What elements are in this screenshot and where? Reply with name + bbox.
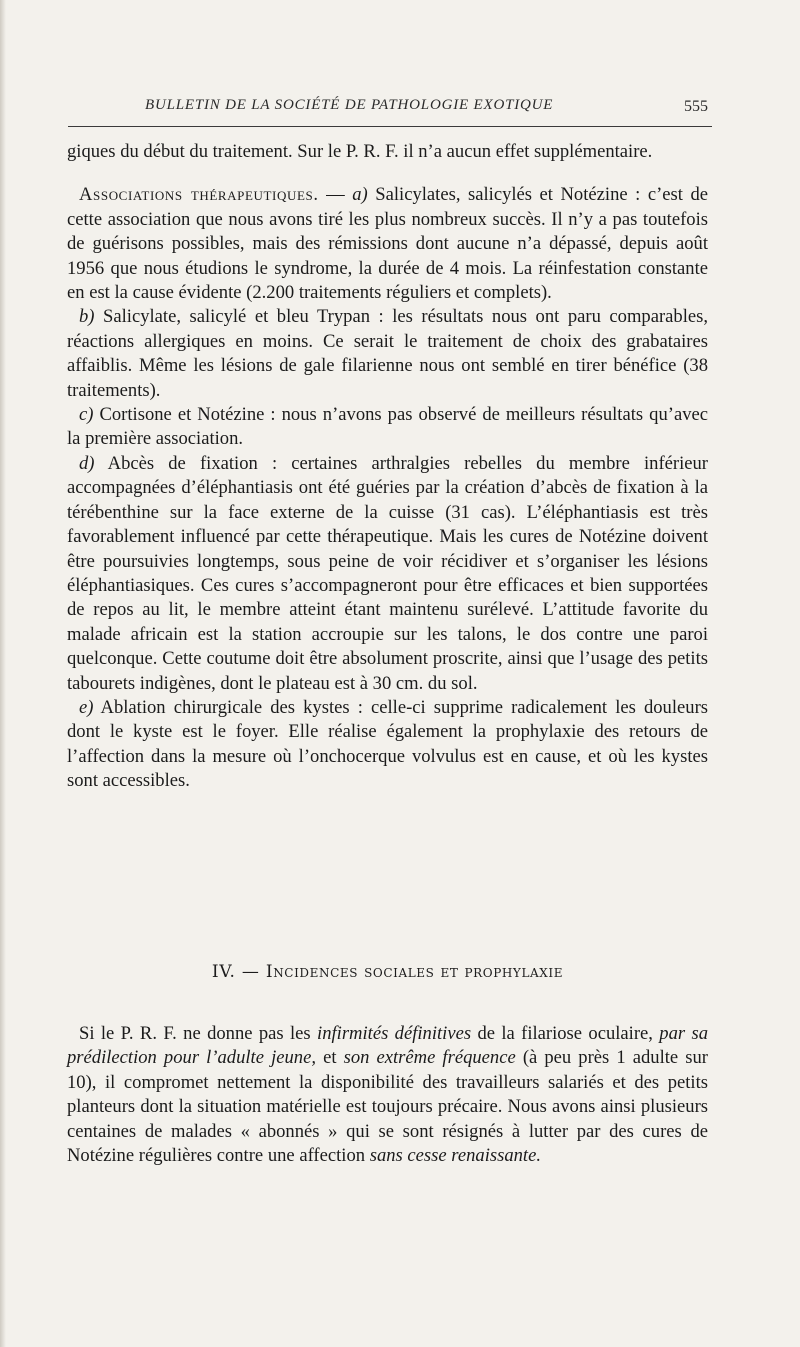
paragraph-final (67, 1022, 708, 1168)
item-label: c) (79, 404, 94, 426)
paragraph-d (67, 452, 708, 696)
italic-run: sans cesse renaissante. (369, 1145, 541, 1167)
paragraph-associations (67, 183, 708, 305)
text-run: (à peu près 1 adulte sur 10), il compromet nettement la disponibilité des travailleurs salariés et des petits planteurs dont la situation matérielle est toujours précaire. Nous avons ainsi plusieurs centaines de malades « abonnés » qui se sont résignés à lutter par des cures de Notézine régulières contre une affection (67, 1047, 708, 1167)
italic-run: par sa prédilection pour l’adulte jeune, (67, 1023, 708, 1069)
paragraph-c (67, 403, 708, 452)
paragraph-text: Cortisone et Notézine : nous n’avons pas observé de meilleurs résultats qu’avec la première association. (67, 404, 708, 450)
paragraph-b (67, 305, 708, 403)
article-body (67, 140, 708, 794)
page-number: 555 (684, 98, 708, 115)
binding-shadow (0, 0, 6, 1347)
text-run: Si le P. R. F. ne donne pas les (79, 1023, 318, 1044)
paragraph-text: Abcès de fixation : certaines arthralgies rebelles du membre inférieur accompagnées d’éléphantiasis ont été guéries par la création d’abcès de fixation à la térébenthine sur la face externe de la cuisse (31 cas). L’éléphantiasis est très favorablement influencé par cette thérapeutique. Mais les cures de Notézine doivent être poursuivies longtemps, sous peine de voir récidiver et s’organiser les lésions éléphantiasiques. Ces cures s’accompagneront pour être efficaces et bien supportées de repos au lit, le membre atteint étant maintenu surélevé. L’attitude favorite du malade africain est la station accroupie sur les talons, le dos contre une paroi quelconque. Cette coutume doit être absolument proscrite, ainsi que l’usage des petits tabourets indigènes, dont le plateau est à 30 cm. du sol. (67, 452, 708, 694)
text-run: de la filariose oculaire, (471, 1023, 660, 1044)
italic-run: son extrême fréquence (343, 1047, 516, 1069)
paragraph-text: Salicylate, salicylé et bleu Trypan : les résultats nous ont paru comparables, réactions allergiques en moins. Ce serait le traitement de choix des grabataires affaiblis. Même les lésions de gale filarienne nous ont semblé en tirer bénéfice (38 traitements). (67, 306, 708, 401)
text-run: et (315, 1047, 344, 1069)
dash: — (318, 184, 353, 206)
paragraph-text: Salicylates, salicylés et Notézine : c’est de cette association que nous avons tiré les plus nombreux succès. Il n’y a pas toutefois de guérisons possibles, mais des rémissions dont aucune n’a dépassé, depuis août 1956 que nous étudions le syndrome, la durée de 4 mois. La réinfestation constante en est la cause évidente (2.200 traitements réguliers et complets). (67, 184, 709, 304)
final-section-body (67, 1022, 708, 1168)
italic-run: infirmités définitives (317, 1023, 472, 1044)
paragraph-text: giques du début du traitement. Sur le P. R. F. il n’a aucun effet supplémentaire. (67, 141, 653, 162)
journal-title: BULLETIN DE LA SOCIÉTÉ DE PATHOLOGIE EXOTIQUE (145, 97, 554, 113)
running-header (70, 97, 712, 123)
paragraph-e (67, 696, 708, 794)
paragraph-continuation (67, 140, 708, 164)
item-label: d) (79, 452, 95, 474)
item-label: a) (352, 184, 368, 206)
section-heading (67, 962, 708, 982)
run-in-heading: Associations thérapeutiques. (79, 184, 319, 206)
item-label: b) (79, 306, 95, 328)
dash: — (235, 962, 266, 982)
paragraph-text: Ablation chirurgicale des kystes : celle-ci supprime radicalement les douleurs dont le kyste est le foyer. Elle réalise également la prophylaxie des retours de l’affection dans la mesure où l’onchocerque volvulus est en cause, et où les kystes sont accessibles. (67, 696, 708, 792)
section-title-text: Incidences sociales et prophylaxie (265, 962, 564, 982)
header-rule (68, 126, 712, 127)
item-label: e) (79, 696, 94, 718)
section-number: IV. (211, 962, 236, 982)
